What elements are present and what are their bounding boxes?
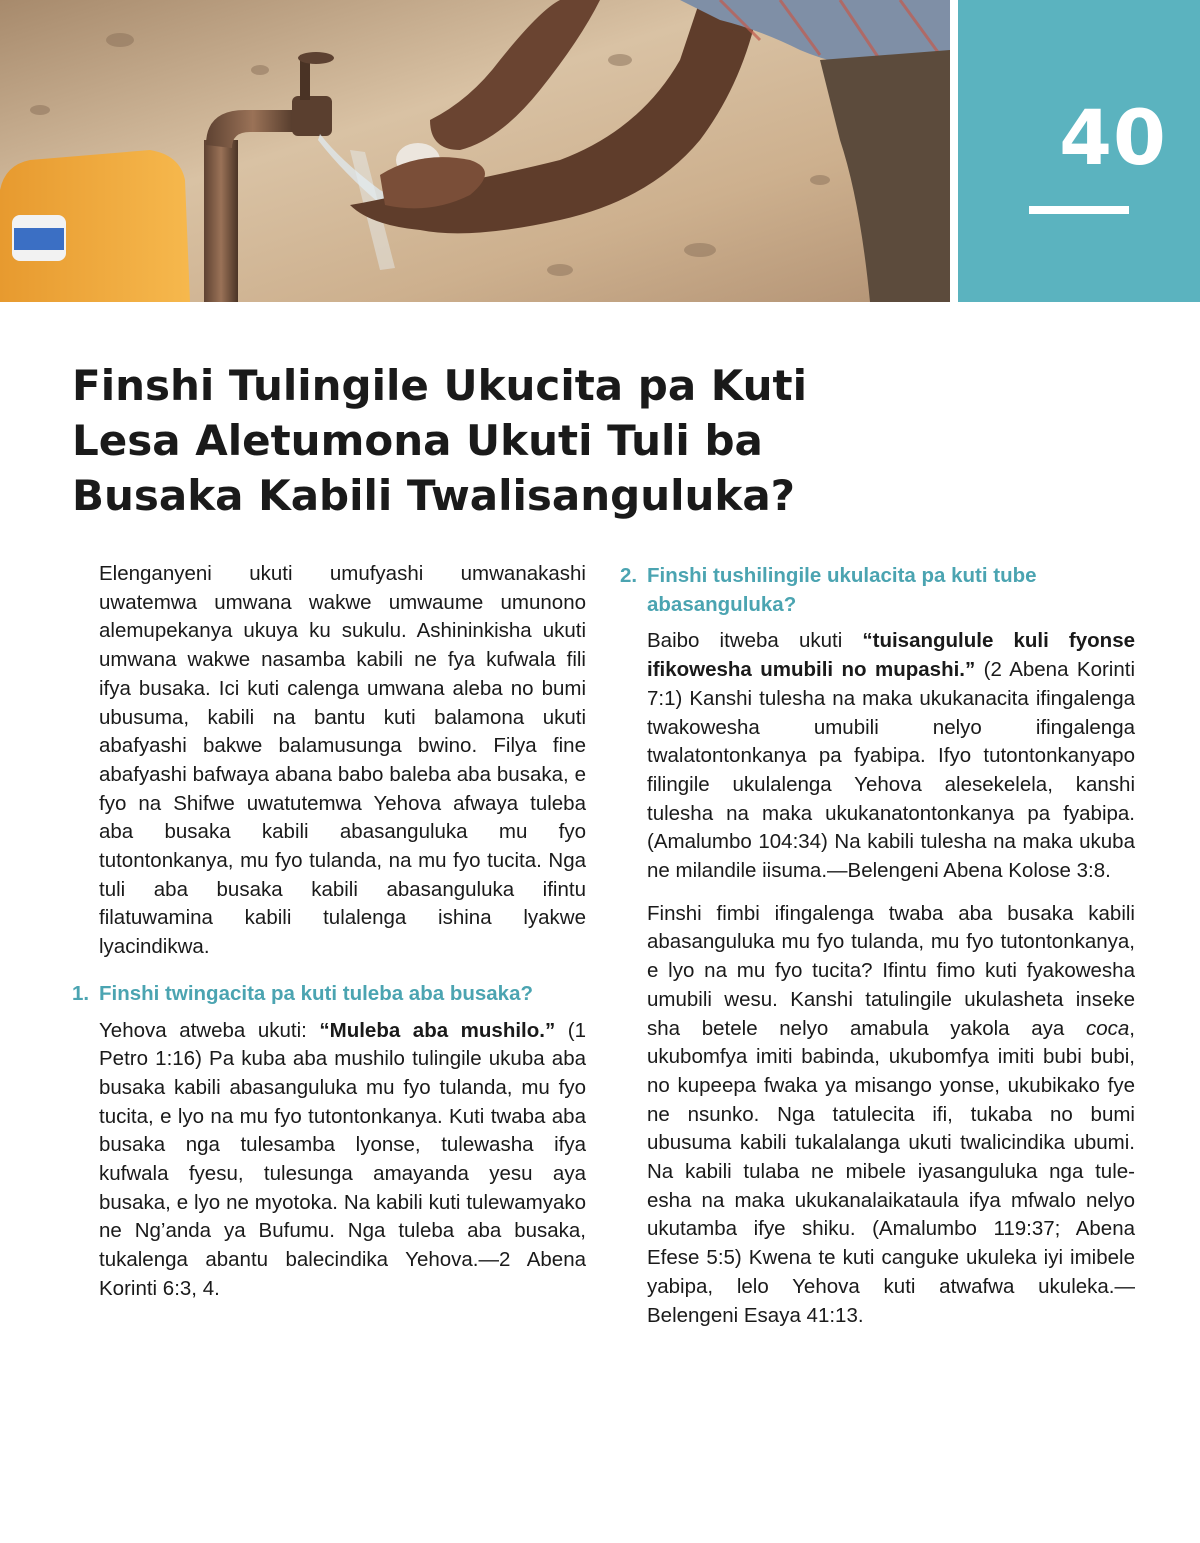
title-line-2: Lesa Aletumona Ukuti Tuli ba: [72, 416, 763, 465]
hand-washing-illustration: [0, 0, 950, 302]
q1-text-after: (1 Petro 1:16) Pa kuba aba mushilo tulingile ukuba aba busaka kabili abasanguluka mu fyo tulanda, mu fyo tucita, e lyo na mu fyo tutontonkanya. Kuti twaba aba busaka nga tulesamba lyonse, tulewasha ifya kufwala fyesu, tulesunga amayanda yesu aya busaka, e lyo ne myotoka. Na kabili kuti tulewamyako ne Ng’anda ya Bufumu. Nga tuleba aba busaka, tukalenga abantu balecindika Yehova.—2 Abena Korinti 6:3, 4.: [99, 1018, 586, 1300]
question-2-text: Finshi tushilingile ukulacita pa kuti tube abasanguluka?: [647, 564, 1037, 616]
question-1-number: 1.: [72, 981, 90, 1005]
question-2-number: 2.: [620, 564, 638, 587]
question-1-text: Finshi twingacita pa kuti tuleba aba busaka?: [99, 981, 534, 1005]
question-1-paragraph: [72, 1017, 586, 1304]
title-line-3: Busaka Kabili Twalisanguluka?: [72, 471, 796, 520]
q1-bold-quote: “Muleba aba mushilo.”: [319, 1018, 556, 1042]
hero-photo: [0, 0, 950, 302]
q2-p2-text-before: Finshi fimbi ifingalenga twaba aba busaka kabili abasanguluka mu fyo tulanda, mu fyo tutontonkanya, e lyo na mu fyo tucita? Ifintu fimo kuti fyakowesha umubili wesu. Kanshi tatulingile ukulasheta inseke sha betele nelyo amabula yakola aya: [647, 901, 1135, 1040]
question-1-heading: [72, 980, 586, 1009]
title-line-1: Finshi Tulingile Ukucita pa Kuti: [72, 361, 807, 410]
q1-text-before: Yehova atweba ukuti:: [99, 1018, 320, 1042]
q2-text-before: Baibo itweba ukuti: [647, 629, 863, 653]
q2-bold-quote: “tuisangulule kuli fyonse ifikowesha umubili no mupashi.”: [647, 629, 1135, 682]
right-column: [620, 560, 1135, 1344]
lesson-number: 40: [1059, 93, 1167, 182]
intro-paragraph: Elenganyeni ukuti umufyashi umwanakashi uwatemwa umwana wakwe umwaume umunono alemupekanya ukuya ku sukulu. Ashininkisha ukuti umwana wakwe nasamba kabili ne fya kufwala fili ifya busaka. Ici kuti calenga umwana aleba no bumi ubusuma, kabili na bantu kuti balamona ukuti abafyashi bakwe balamusunga bwino. Filya fine abafyashi bafwaya abana babo baleba aba busaka, e fyo na Shifwe uwatutemwa Yehova afwaya tuleba aba busaka kabili abasanguluka mu fyo tutontonkanya, mu fyo tulanda, na mu fyo tucita. Nga tuli aba busaka kabili abasanguluka ifintu filatuwamina kabili tulalenga ishina lyakwe lyacindikwa.: [99, 562, 586, 959]
question-2-paragraph-2: [620, 900, 1135, 1331]
question-2-heading: [620, 562, 1135, 619]
left-column: [72, 560, 586, 1318]
q2-text-after: (2 Abena Korinti 7:1) Kanshi tulesha na maka ukukanacita ifingalenga twakowesha umubili nelyo ifingalenga twalatontonkanya pa fyabipa. Ifyo tutontonkanyapo filingile ukulalenga Yehova alesekelela, kanshi tulesha na maka ukukanatontonkanya pa fyabipa. (Amalumbo 104:34) Na kabili tulesha na maka ukuba ne milandile iisuma.—Belengeni Abena Kolose 3:8.: [647, 658, 1135, 883]
q2-p2-text-after: , ukubomfya imiti babinda, ukubomfya imiti bubi bubi, no kupeepa fwaka ya misango yonse, ukubikako fye ne nsunko. Nga tatulecita ifi, tukaba no bumi ubusuma kabili tukalalanga ukuti twalicindika ubumi. Na kabili tulaba ne mibele iyasanguluka nga tule-esha na maka ukukanalaikataula ifya mfwalo nelyo ukutamba ifye shiku. (Amalumbo 119:37; Abena Efese 5:5) Kwena te kuti canguke ukuleka iyi imibele yabipa, lelo Yehova kuti atwafwa ukuleka.—Belengeni Esaya 41:13.: [647, 1016, 1135, 1327]
lesson-number-box: [958, 0, 1200, 302]
lesson-title: [72, 358, 932, 523]
q2-p2-italic-word: coca: [1085, 1016, 1130, 1040]
lesson-number-underline: [1029, 206, 1129, 214]
question-2-paragraph-1: [620, 627, 1135, 885]
